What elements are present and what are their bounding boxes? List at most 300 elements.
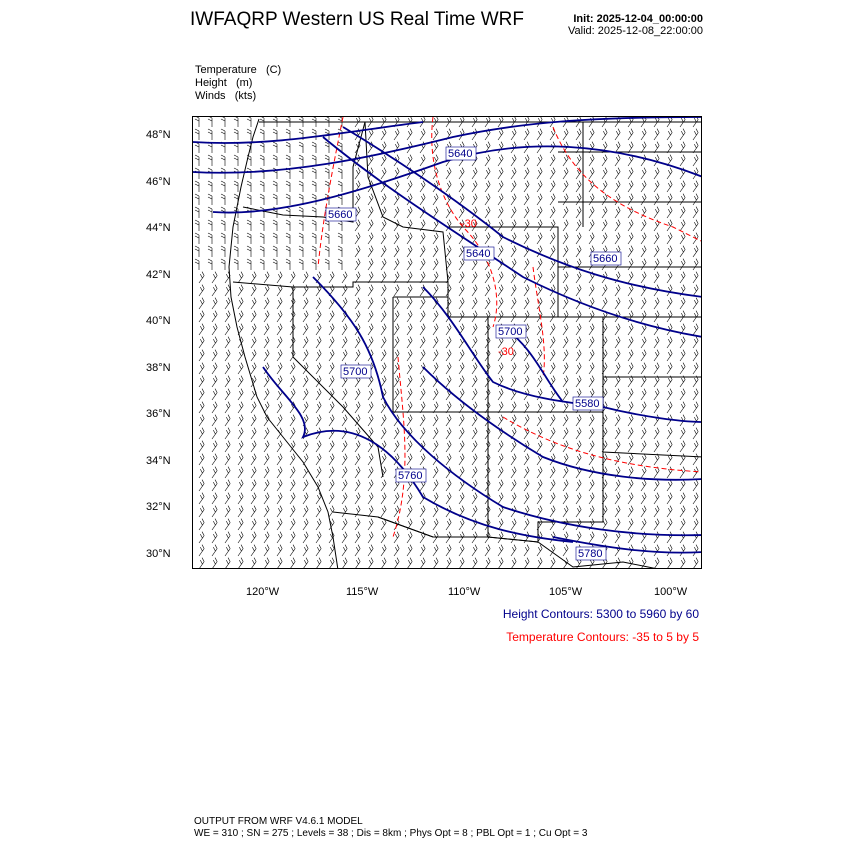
wind-barb xyxy=(495,246,505,257)
init-time: Init: 2025-12-04_00:00:00 xyxy=(573,13,703,25)
wind-barb xyxy=(365,532,375,543)
wind-barb xyxy=(599,233,609,244)
wind-barb xyxy=(326,467,336,478)
wind-barb xyxy=(677,142,687,153)
wind-barb xyxy=(378,298,388,309)
temperature-contour-label: -30 xyxy=(498,346,514,358)
wind-barb xyxy=(573,246,583,257)
wind-barb xyxy=(573,233,583,244)
wind-barb xyxy=(664,558,674,569)
wind-barb xyxy=(469,558,479,569)
wind-barb xyxy=(547,480,557,491)
wind-barb xyxy=(417,415,427,426)
wind-barb xyxy=(339,519,349,530)
wind-barb xyxy=(260,259,264,270)
wind-barb xyxy=(547,168,557,179)
wind-barb xyxy=(534,519,544,530)
wind-barb xyxy=(430,545,440,556)
wind-barb xyxy=(286,181,290,192)
wind-barb xyxy=(248,519,258,530)
wind-barb xyxy=(430,441,440,452)
wind-barb xyxy=(430,259,440,270)
wind-barb xyxy=(312,129,316,140)
wind-barb xyxy=(248,558,258,569)
wind-barb xyxy=(365,298,375,309)
wind-barb xyxy=(495,441,505,452)
wind-barb xyxy=(638,194,648,205)
wind-barb xyxy=(417,285,427,296)
wind-barb xyxy=(599,285,609,296)
wind-barb xyxy=(274,519,284,530)
wind-barb xyxy=(651,454,661,465)
wind-barb xyxy=(417,324,427,335)
wind-barb xyxy=(313,285,323,296)
wind-barb xyxy=(391,389,401,400)
wind-barb xyxy=(547,337,557,348)
wind-barb xyxy=(378,324,388,335)
wind-barb xyxy=(612,207,622,218)
wind-barb xyxy=(261,415,271,426)
height-contour-label: 5660 xyxy=(328,209,353,221)
wind-barb xyxy=(534,129,544,140)
wind-barb xyxy=(417,233,427,244)
wind-barb xyxy=(651,259,661,270)
wind-barb xyxy=(378,506,388,517)
wind-barb xyxy=(352,493,362,504)
wind-barb xyxy=(248,454,258,465)
wind-barb xyxy=(404,181,414,192)
wind-barb xyxy=(456,428,466,439)
height-contour-label: 5700 xyxy=(343,366,368,378)
wind-barb xyxy=(313,324,323,335)
border xyxy=(233,282,448,287)
wind-barb xyxy=(339,389,349,400)
wind-barb xyxy=(287,506,297,517)
wind-barb xyxy=(209,532,219,543)
wind-barb xyxy=(248,506,258,517)
wind-barb xyxy=(235,545,245,556)
wind-barb xyxy=(209,415,219,426)
wind-barb xyxy=(521,311,531,322)
wind-barb xyxy=(508,376,518,387)
wind-barb xyxy=(313,454,323,465)
wind-barb xyxy=(286,207,290,218)
wind-barb xyxy=(287,493,297,504)
wind-barb xyxy=(273,142,277,153)
wind-barb xyxy=(599,324,609,335)
wind-barb xyxy=(221,220,225,231)
wind-barb xyxy=(534,506,544,517)
wind-barb xyxy=(274,415,284,426)
wind-barb xyxy=(221,155,225,166)
wind-barb xyxy=(521,376,531,387)
wind-barb xyxy=(209,337,219,348)
wind-barb xyxy=(391,272,401,283)
wind-barb xyxy=(274,402,284,413)
wind-barb xyxy=(274,428,284,439)
wind-barb xyxy=(638,467,648,478)
wind-barb xyxy=(508,168,518,179)
wind-barb xyxy=(339,493,349,504)
wind-barb xyxy=(300,298,310,309)
wind-barb xyxy=(560,493,570,504)
height-contour-label: 5760 xyxy=(398,470,423,482)
wind-barb xyxy=(404,285,414,296)
wind-barb xyxy=(638,220,648,231)
wind-barb xyxy=(299,233,303,244)
wind-barb xyxy=(352,480,362,491)
wind-barb xyxy=(339,532,349,543)
wind-barb xyxy=(417,129,427,140)
wind-barb xyxy=(508,402,518,413)
wind-barb xyxy=(469,272,479,283)
wind-barb xyxy=(325,168,329,179)
wind-barb xyxy=(664,298,674,309)
wind-barb xyxy=(560,480,570,491)
wind-barb xyxy=(560,376,570,387)
wind-barb xyxy=(677,467,687,478)
wind-barb xyxy=(482,324,492,335)
wind-barb xyxy=(326,480,336,491)
wind-barb xyxy=(391,233,401,244)
height-contour-label: 5700 xyxy=(498,326,523,338)
wind-barb xyxy=(677,207,687,218)
wind-barb xyxy=(222,311,232,322)
wind-barb xyxy=(664,545,674,556)
wind-barb xyxy=(651,545,661,556)
wind-barb xyxy=(391,545,401,556)
wind-barb xyxy=(247,194,251,205)
wind-barb xyxy=(209,441,219,452)
wind-barb xyxy=(208,207,212,218)
wind-barb xyxy=(612,285,622,296)
wind-barb xyxy=(482,285,492,296)
wind-barb xyxy=(365,519,375,530)
lon-label: 100°W xyxy=(654,586,688,598)
wind-barb xyxy=(677,337,687,348)
wind-barb xyxy=(495,207,505,218)
wind-barb xyxy=(469,493,479,504)
wind-barb xyxy=(495,142,505,153)
wind-barb xyxy=(430,142,440,153)
wind-barb xyxy=(612,493,622,504)
wind-barb xyxy=(443,415,453,426)
wind-barb xyxy=(417,155,427,166)
wind-barb xyxy=(534,207,544,218)
wind-barb xyxy=(313,389,323,400)
wind-barb xyxy=(651,480,661,491)
wind-barb xyxy=(365,246,375,257)
wind-barb xyxy=(573,376,583,387)
wind-barb xyxy=(664,519,674,530)
wind-barb xyxy=(221,129,225,140)
wind-barb xyxy=(638,389,648,400)
wind-barb xyxy=(677,519,687,530)
wind-barb xyxy=(365,207,375,218)
wind-barb xyxy=(625,168,635,179)
wind-barb xyxy=(521,194,531,205)
wind-barb xyxy=(599,532,609,543)
wind-barb xyxy=(312,246,316,257)
wind-barb xyxy=(286,246,290,257)
wind-barb xyxy=(521,415,531,426)
wind-barb xyxy=(261,519,271,530)
wind-barb xyxy=(209,324,219,335)
wind-barb xyxy=(221,194,225,205)
wind-barb xyxy=(547,155,557,166)
wind-barb xyxy=(261,558,271,569)
wind-barb xyxy=(560,181,570,192)
wind-barb xyxy=(430,324,440,335)
wind-barb xyxy=(677,493,687,504)
wind-barb xyxy=(430,506,440,517)
wind-barb xyxy=(300,350,310,361)
wind-barb xyxy=(417,337,427,348)
wind-barb xyxy=(469,324,479,335)
wind-barb xyxy=(690,363,700,374)
wind-barb xyxy=(586,168,596,179)
wind-barb xyxy=(625,389,635,400)
wind-barb xyxy=(248,428,258,439)
wind-barb xyxy=(638,402,648,413)
wind-barb xyxy=(573,168,583,179)
wind-barb xyxy=(482,506,492,517)
wind-barb xyxy=(573,363,583,374)
wind-barb xyxy=(430,168,440,179)
wind-barb xyxy=(417,506,427,517)
wind-barb xyxy=(573,181,583,192)
wind-barb xyxy=(482,298,492,309)
wind-barb xyxy=(313,558,323,569)
wind-barb xyxy=(482,480,492,491)
wind-barb xyxy=(404,376,414,387)
wind-barb xyxy=(404,506,414,517)
wind-barb xyxy=(586,428,596,439)
lat-label: 30°N xyxy=(146,548,171,560)
wind-barb xyxy=(573,480,583,491)
wind-barb xyxy=(664,363,674,374)
wind-barb xyxy=(599,207,609,218)
wind-barb xyxy=(586,480,596,491)
wind-barb xyxy=(430,337,440,348)
wind-barb xyxy=(625,233,635,244)
wind-barb xyxy=(339,428,349,439)
wind-barb xyxy=(222,350,232,361)
wind-barb xyxy=(222,389,232,400)
wind-barb xyxy=(209,480,219,491)
field-winds: Winds (kts) xyxy=(195,90,257,102)
wind-barb xyxy=(508,454,518,465)
wind-barb xyxy=(560,272,570,283)
wind-barb xyxy=(625,272,635,283)
wind-barb xyxy=(443,337,453,348)
wind-barb xyxy=(222,337,232,348)
wind-barb xyxy=(287,298,297,309)
wind-barb xyxy=(261,350,271,361)
wind-barb xyxy=(690,415,700,426)
wind-barb xyxy=(573,454,583,465)
wind-barb xyxy=(599,129,609,140)
wind-barb xyxy=(299,259,303,270)
wind-barb xyxy=(365,558,375,569)
wind-barb xyxy=(612,506,622,517)
wind-barb xyxy=(443,454,453,465)
wind-barb xyxy=(378,337,388,348)
wind-barb xyxy=(599,454,609,465)
wind-barb xyxy=(677,272,687,283)
wind-barb xyxy=(404,493,414,504)
wind-barb xyxy=(222,324,232,335)
wind-barb xyxy=(248,480,258,491)
wind-barb xyxy=(222,545,232,556)
wind-barb xyxy=(208,194,212,205)
wind-barb xyxy=(300,506,310,517)
wind-barb xyxy=(235,389,245,400)
wind-barb xyxy=(651,181,661,192)
wind-barb xyxy=(417,376,427,387)
wind-barb xyxy=(430,480,440,491)
wind-barb xyxy=(508,519,518,530)
wind-barb xyxy=(195,142,199,153)
wind-barb xyxy=(248,324,258,335)
wind-barb xyxy=(286,259,290,270)
coastline xyxy=(229,119,338,569)
wind-barb xyxy=(247,129,251,140)
wind-barb xyxy=(313,545,323,556)
wind-barb xyxy=(690,493,700,504)
wind-barb xyxy=(404,207,414,218)
wind-barb xyxy=(312,259,316,270)
wind-barb xyxy=(391,337,401,348)
wind-barb xyxy=(612,168,622,179)
wind-barb xyxy=(560,233,570,244)
wind-barb xyxy=(586,337,596,348)
wind-barb xyxy=(196,324,206,335)
wind-barb xyxy=(261,441,271,452)
wind-barb xyxy=(651,298,661,309)
wind-barb xyxy=(443,428,453,439)
wind-barb xyxy=(547,506,557,517)
wind-barb xyxy=(443,324,453,335)
wind-barb xyxy=(534,155,544,166)
wind-barb xyxy=(209,467,219,478)
wind-barb xyxy=(261,285,271,296)
wind-barb xyxy=(339,506,349,517)
wind-barb xyxy=(391,207,401,218)
wind-barb xyxy=(573,506,583,517)
wind-barb xyxy=(234,155,238,166)
wind-barb xyxy=(430,129,440,140)
wind-barb xyxy=(300,558,310,569)
wind-barb xyxy=(677,129,687,140)
wind-barb xyxy=(664,207,674,218)
wind-barb xyxy=(495,129,505,140)
wind-barb xyxy=(521,181,531,192)
wind-barb xyxy=(469,168,479,179)
wind-barb xyxy=(534,194,544,205)
wind-barb xyxy=(196,467,206,478)
wind-barb xyxy=(521,220,531,231)
wind-barb xyxy=(378,220,388,231)
wind-barb xyxy=(208,259,212,270)
wind-barb xyxy=(352,558,362,569)
wind-barb xyxy=(443,402,453,413)
wind-barb xyxy=(209,493,219,504)
wind-barb xyxy=(495,558,505,569)
wind-barb xyxy=(690,506,700,517)
wind-barb xyxy=(547,493,557,504)
wind-barb xyxy=(417,311,427,322)
wind-barb xyxy=(573,350,583,361)
wind-barb xyxy=(325,233,329,244)
wind-barb xyxy=(651,363,661,374)
wind-barb xyxy=(456,259,466,270)
wind-barb xyxy=(338,181,342,192)
wind-barb xyxy=(222,467,232,478)
wind-barb xyxy=(547,324,557,335)
wind-barb xyxy=(612,441,622,452)
wind-barb xyxy=(482,233,492,244)
wind-barb xyxy=(469,467,479,478)
weather-map[interactable] xyxy=(192,116,702,569)
wind-barb xyxy=(482,441,492,452)
wind-barbs xyxy=(195,117,699,569)
wind-barb xyxy=(586,155,596,166)
wind-barb xyxy=(378,558,388,569)
wind-barb xyxy=(443,181,453,192)
wind-barb xyxy=(495,363,505,374)
wind-barb xyxy=(586,311,596,322)
wind-barb xyxy=(690,428,700,439)
wind-barb xyxy=(208,129,212,140)
wind-barb xyxy=(638,337,648,348)
wind-barb xyxy=(287,428,297,439)
wind-barb xyxy=(690,142,700,153)
wind-barb xyxy=(534,415,544,426)
wind-barb xyxy=(234,259,238,270)
wind-barb xyxy=(521,285,531,296)
wind-barb xyxy=(625,480,635,491)
wind-barb xyxy=(196,415,206,426)
wind-barb xyxy=(273,129,277,140)
wind-barb xyxy=(417,558,427,569)
wind-barb xyxy=(651,441,661,452)
wind-barb xyxy=(235,519,245,530)
wind-barb xyxy=(586,415,596,426)
wind-barb xyxy=(638,480,648,491)
wind-barb xyxy=(469,454,479,465)
wind-barb xyxy=(508,155,518,166)
wind-barb xyxy=(352,337,362,348)
temperature-contour-label: -30 xyxy=(461,218,477,230)
wind-barb xyxy=(612,181,622,192)
wind-barb xyxy=(378,272,388,283)
wind-barb xyxy=(404,220,414,231)
wind-barb xyxy=(456,545,466,556)
wind-barb xyxy=(677,298,687,309)
wind-barb xyxy=(378,155,388,166)
wind-barb xyxy=(378,363,388,374)
lon-label: 115°W xyxy=(346,586,379,598)
wind-barb xyxy=(404,311,414,322)
wind-barb xyxy=(560,155,570,166)
wind-barb xyxy=(312,181,316,192)
wind-barb xyxy=(625,350,635,361)
wind-barb xyxy=(599,441,609,452)
wind-barb xyxy=(352,233,362,244)
wind-barb xyxy=(365,233,375,244)
wind-barb xyxy=(443,207,453,218)
